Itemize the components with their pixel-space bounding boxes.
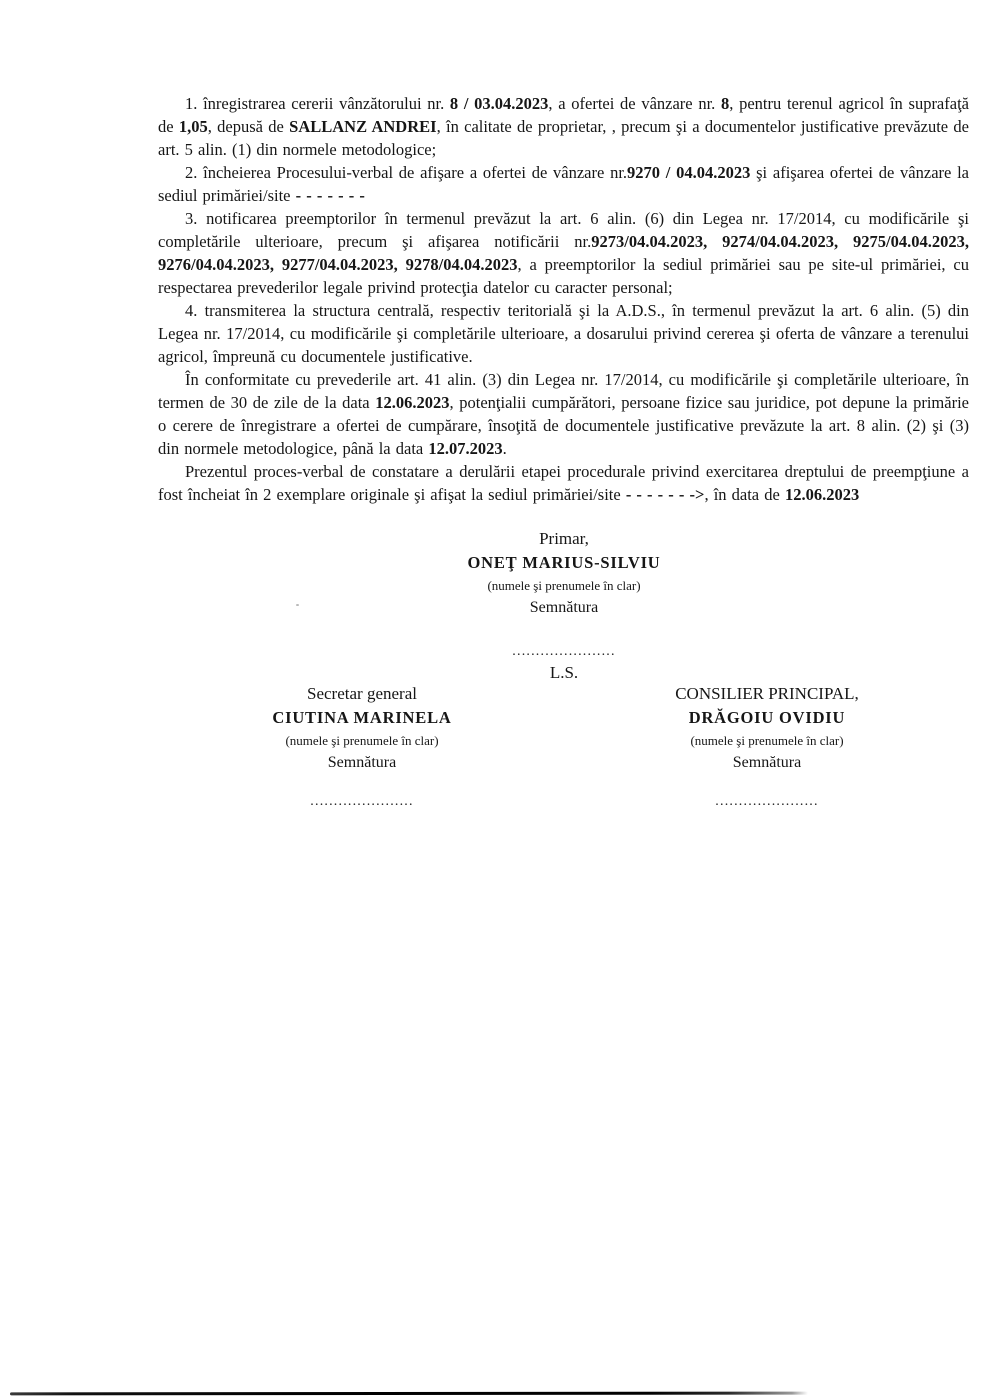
text-segment: , în data de — [704, 485, 785, 504]
text-segment: 4. transmiterea la structura centrală, respectiv teritorială şi la A.D.S., în termenul prevăzut la art. 6 alin. (5) din Legea nr. 17/2014, cu modificările şi completările ulterioare, a dosarului privind cererea şi oferta de vânzare a terenului agricol, împreună cu documentele justificative. — [158, 301, 969, 366]
signature-name-primar: ONEŢ MARIUS-SILVIU — [467, 553, 661, 572]
text-segment: , pentru terenul agricol în suprafaţă de — [158, 94, 969, 136]
signature-label-consilier: Semnătura — [732, 754, 802, 771]
signature-label-primar: Semnătura — [529, 599, 599, 616]
text-segment: 12.06.2023 — [784, 485, 860, 504]
signature-dotted-line-secretar: ...................... — [310, 794, 414, 809]
text-segment: , potenţialii cumpărători, persoane fizice sau juridice, pot depune la primărie o cerere de înregistrare a ofertei de cumpărare, însoţită de documentele justificative prevăzute la art. 8 alin. (2) şi (3) din normele metodologice, până la data — [158, 393, 969, 458]
signature-note-primar: (numele şi prenumele în clar) — [487, 578, 641, 593]
paragraph-item-1 — [158, 92, 969, 161]
signature-role-consilier: CONSILIER PRINCIPAL, — [675, 684, 859, 703]
text-segment: 8 / 03.04.2023 — [449, 94, 549, 113]
text-segment: 8 — [721, 94, 730, 113]
text-segment: - - - - - - -> — [625, 485, 705, 504]
text-segment: şi afişarea ofertei de vânzare la sediul primăriei/site — [158, 163, 969, 205]
paragraph-item-4 — [158, 299, 969, 368]
document-body — [158, 92, 969, 506]
signature-role-primar: Primar, — [539, 529, 589, 548]
scan-speck — [296, 604, 299, 606]
text-segment: 3. notificarea preemptorilor în termenul prevăzut la art. 6 alin. (6) din Legea nr. 17/2014, cu modificările şi completările ulterioare, precum şi afişarea notificării nr. — [158, 209, 969, 251]
signature-block-consilier — [617, 682, 917, 810]
text-segment: . — [502, 439, 507, 458]
signature-label-secretar: Semnătura — [327, 754, 397, 771]
seal-block — [414, 644, 714, 684]
paragraph-item-2 — [158, 161, 969, 207]
signature-note-secretar: (numele şi prenumele în clar) — [285, 733, 439, 748]
text-segment: În conformitate cu prevederile art. 41 alin. (3) din Legea nr. 17/2014, cu modificările şi completările ulterioare, în termen de 30 de zile de la data — [158, 370, 969, 412]
text-segment: SALLANZ ANDREI — [289, 117, 437, 136]
text-segment: 12.07.2023 — [428, 439, 503, 458]
text-segment: , a preemptorilor la sediul primăriei sau pe site-ul primăriei, cu respectarea prevederilor legale privind protecţia datelor cu caracter personal; — [158, 255, 969, 297]
signature-name-consilier: DRĂGOIU OVIDIU — [688, 708, 846, 727]
text-segment: 1,05 — [178, 117, 208, 136]
paragraph-incheiere — [158, 460, 969, 506]
text-segment: 9273/04.04.2023, 9274/04.04.2023, 9275/04.04.2023, 9276/04.04.2023, 9277/04.04.2023, 9278/04.04.2023 — [158, 232, 969, 274]
signature-role-secretar: Secretar general — [307, 684, 417, 703]
paragraph-item-3 — [158, 207, 969, 299]
signature-name-secretar: CIUTINA MARINELA — [272, 708, 452, 727]
signature-block-primar — [414, 527, 714, 619]
text-segment: 12.06.2023 — [375, 393, 450, 412]
text-segment: , depusă de — [207, 117, 290, 136]
seal-ls-label: L.S. — [549, 663, 579, 682]
text-segment: - - - - - - - — [295, 186, 365, 205]
text-segment: , a ofertei de vânzare nr. — [548, 94, 721, 113]
text-segment: , în calitate de proprietar, , precum şi a documentelor justificative prevăzute de art. 5 alin. (1) din normele metodologice; — [158, 117, 969, 159]
text-segment: 2. încheierea Procesului-verbal de afişare a ofertei de vânzare nr. — [185, 163, 628, 182]
paragraph-conformitate — [158, 368, 969, 460]
text-segment: 1. înregistrarea cererii vânzătorului nr. — [185, 94, 450, 113]
signature-dotted-line-primar: ...................... — [512, 644, 616, 659]
signature-dotted-line-consilier: ...................... — [715, 794, 819, 809]
scan-artifact-line — [10, 1392, 808, 1396]
text-segment: Prezentul proces-verbal de constatare a derulării etapei procedurale privind exercitarea dreptului de preempţiune a fost încheiat în 2 exemplare originale şi afişat la sediul primăriei/site — [158, 462, 969, 504]
signature-block-secretar — [212, 682, 512, 810]
text-segment: 9270 / 04.04.2023 — [627, 163, 751, 182]
signature-note-consilier: (numele şi prenumele în clar) — [690, 733, 844, 748]
